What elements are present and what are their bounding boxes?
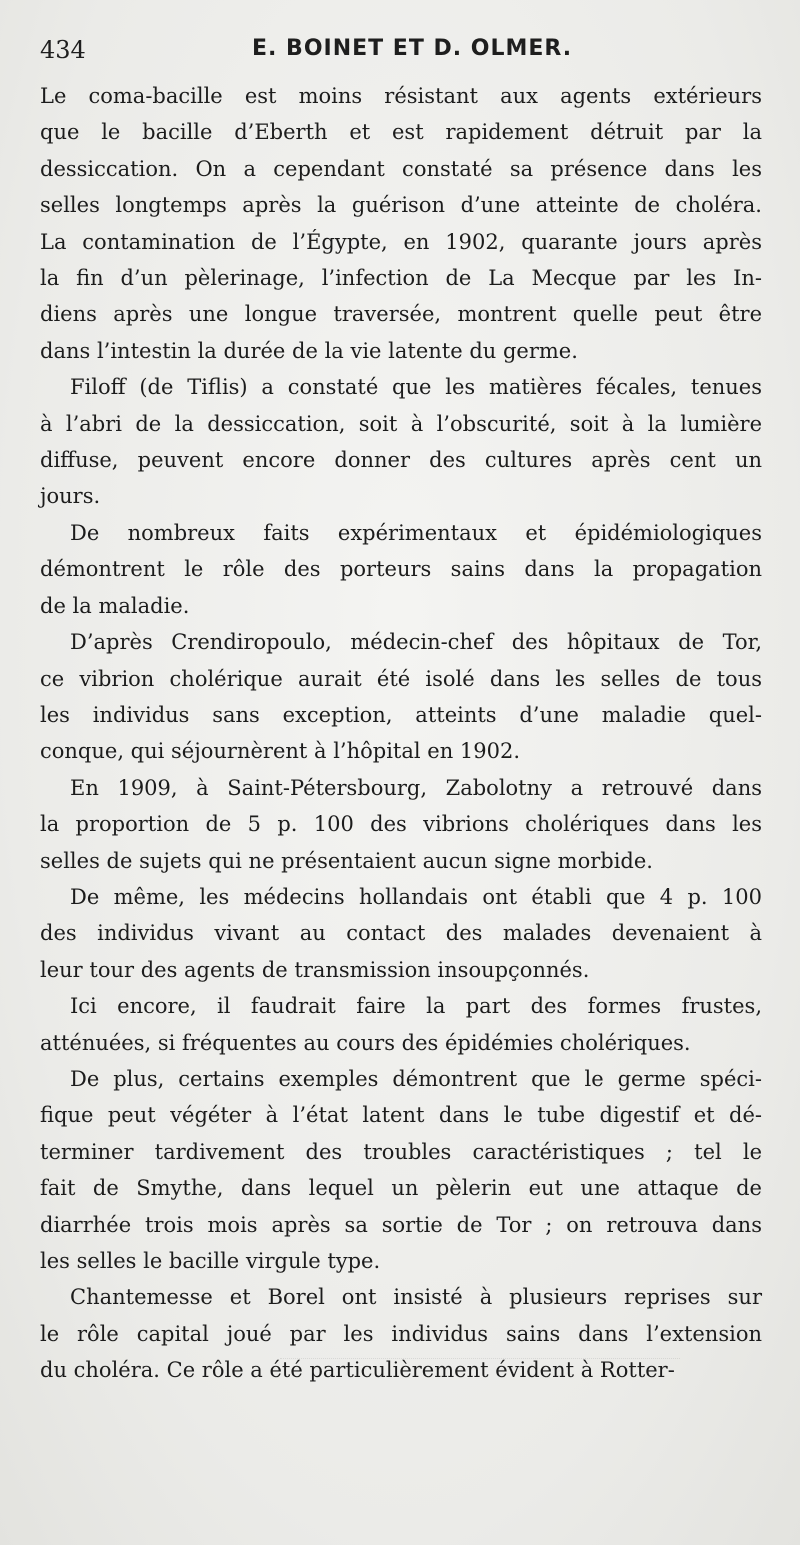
text-line: les individus sans exception, atteints d’une maladie quel- [40,702,762,727]
text-line: Chantemesse et Borel ont insisté à plusieurs reprises sur [70,1285,762,1310]
text-line: fique peut végéter à l’état latent dans le tube digestif et dé- [40,1103,762,1128]
paragraph [40,879,762,988]
text-line: la proportion de 5 p. 100 des vibrions cholériques dans les [40,812,762,837]
text-line: diarrhée trois mois après sa sortie de Tor ; on retrouva dans [40,1212,762,1237]
text-line: selles de sujets qui ne présentaient aucun signe morbide. [40,848,653,873]
text-line: terminer tardivement des troubles caractéristiques ; tel le [40,1139,762,1164]
text-line: jours. [40,484,101,509]
text-line: conque, qui séjournèrent à l’hôpital en 1902. [40,739,521,764]
paragraph [40,988,762,1061]
paragraph [40,369,762,515]
paragraph [40,624,762,770]
page-number: 434 [40,36,86,64]
paragraph [40,515,762,624]
page-header [40,30,760,70]
text-line: la fin d’un pèlerinage, l’infection de La Mecque par les In- [40,266,762,291]
paragraph [40,1061,762,1279]
text-line: fait de Smythe, dans lequel un pèlerin eut une attaque de [40,1176,762,1201]
text-line: Ici encore, il faudrait faire la part des formes frustes, [70,994,762,1019]
paragraph [40,78,762,369]
text-line: le rôle capital joué par les individus sains dans l’extension [40,1321,762,1346]
text-line: De même, les médecins hollandais ont établi que 4 p. 100 [70,884,762,909]
body-text [40,78,762,1389]
text-line: de la maladie. [40,593,190,618]
paragraph [40,770,762,879]
text-line: D’après Crendiropoulo, médecin-chef des hôpitaux de Tor, [70,630,762,655]
print-smudge [280,1358,680,1373]
text-line: les selles le bacille virgule type. [40,1249,381,1273]
text-line: du choléra. Ce rôle a été particulièrement évident à Rotter- [40,1358,675,1383]
text-line: des individus vivant au contact des malades devenaient à [40,921,762,946]
text-line: Le coma-bacille est moins résistant aux agents extérieurs [40,84,762,108]
text-line: selles longtemps après la guérison d’une atteinte de choléra. [40,193,762,218]
text-line: à l’abri de la dessiccation, soit à l’obscurité, soit à la lumière [40,411,762,436]
text-line: De nombreux faits expérimentaux et épidémiologiques [70,520,762,545]
text-line: dans l’intestin la durée de la vie latente du germe. [40,338,578,363]
text-line: diens après une longue traversée, montrent quelle peut être [40,302,762,327]
text-line: De plus, certains exemples démontrent que le germe spéci- [70,1066,762,1091]
text-line: démontrent le rôle des porteurs sains dans la propagation [40,557,762,582]
text-line: ce vibrion cholérique aurait été isolé dans les selles de tous [40,666,762,691]
text-line: que le bacille d’Eberth et est rapidement détruit par la [40,120,762,145]
text-line: En 1909, à Saint-Pétersbourg, Zabolotny a retrouvé dans [70,775,762,800]
text-line: dessiccation. On a cependant constaté sa présence dans les [40,156,762,181]
text-line: atténuées, si fréquentes au cours des épidémies cholériques. [40,1030,691,1055]
text-line: La contamination de l’Égypte, en 1902, quarante jours après [40,229,762,254]
text-line: leur tour des agents de transmission insoupçonnés. [40,957,590,982]
running-head: E. BOINET ET D. OLMER. [252,36,573,61]
text-line: diffuse, peuvent encore donner des cultures après cent un [40,448,762,473]
text-line: Filoff (de Tiflis) a constaté que les matières fécales, tenues [70,375,762,400]
